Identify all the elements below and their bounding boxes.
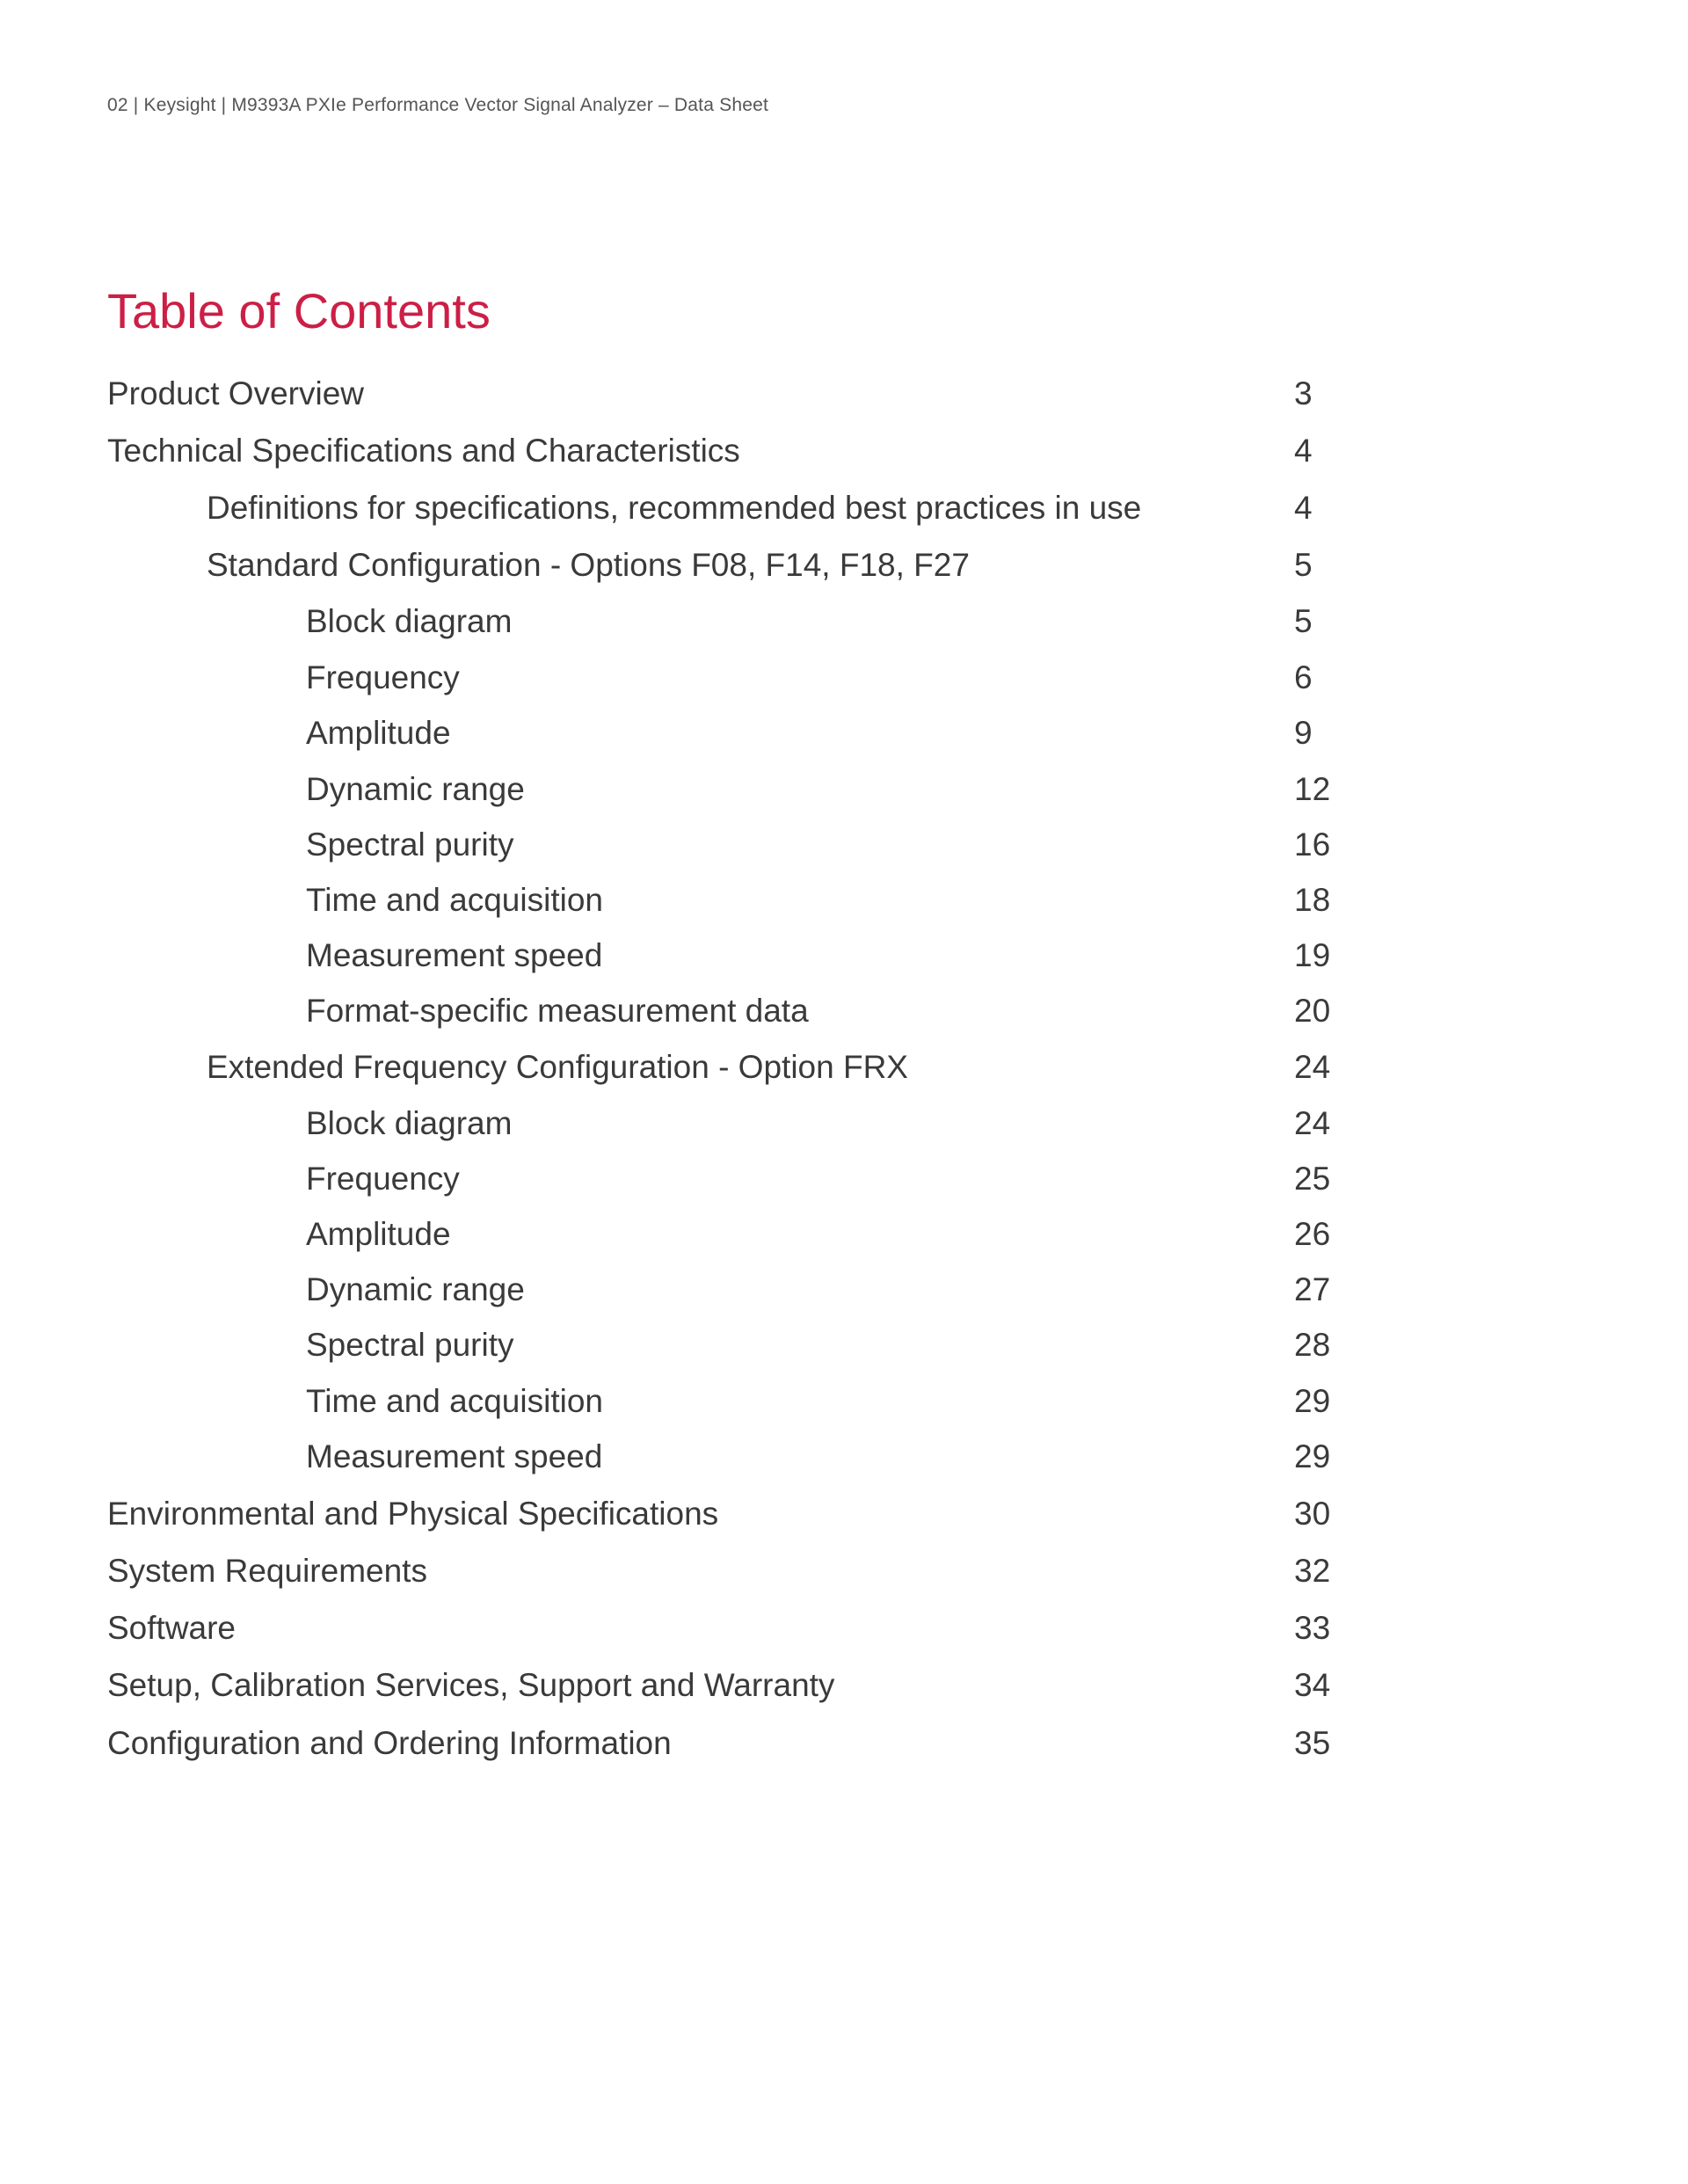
toc-entry[interactable] <box>0 1549 1688 1593</box>
toc-entry-page-number: 29 <box>1294 1383 1331 1419</box>
toc-entry-page-number: 5 <box>1294 547 1313 583</box>
toc-entry-page-number: 9 <box>1294 715 1313 751</box>
toc-title: Table of Contents <box>107 283 491 339</box>
toc-entry-page-number: 19 <box>1294 937 1331 973</box>
toc-entry-label: Configuration and Ordering Information <box>107 1725 672 1761</box>
toc-entry-page-number: 5 <box>1294 603 1313 639</box>
toc-entry-page-number: 29 <box>1294 1438 1331 1474</box>
toc-entry-page-number: 26 <box>1294 1216 1331 1252</box>
toc-entry[interactable] <box>0 1268 1688 1312</box>
toc-entry[interactable] <box>0 878 1688 922</box>
toc-entry[interactable] <box>0 1606 1688 1650</box>
toc-entry-label: Format-specific measurement data <box>306 993 809 1029</box>
toc-entry[interactable] <box>0 1323 1688 1367</box>
toc-entry[interactable] <box>0 1102 1688 1146</box>
toc-entry[interactable] <box>0 711 1688 755</box>
toc-entry[interactable] <box>0 1212 1688 1256</box>
toc-entry-page-number: 24 <box>1294 1049 1331 1085</box>
toc-entry-label: Environmental and Physical Specifications <box>107 1496 719 1532</box>
toc-entry-page-number: 6 <box>1294 659 1313 695</box>
toc-entry-label: Measurement speed <box>306 1438 603 1474</box>
toc-entry[interactable] <box>0 823 1688 867</box>
toc-entry-page-number: 25 <box>1294 1161 1331 1197</box>
toc-entry-label: System Requirements <box>107 1553 427 1589</box>
toc-entry[interactable] <box>0 656 1688 700</box>
toc-entry-page-number: 33 <box>1294 1610 1331 1646</box>
toc-entry[interactable] <box>0 486 1688 530</box>
toc-entry[interactable] <box>0 1157 1688 1201</box>
toc-entry-label: Time and acquisition <box>306 882 603 918</box>
toc-entry[interactable] <box>0 768 1688 812</box>
toc-entry-page-number: 28 <box>1294 1327 1331 1363</box>
toc-entry-label: Setup, Calibration Services, Support and Warranty <box>107 1667 835 1703</box>
toc-entry-label: Dynamic range <box>306 771 525 807</box>
toc-entry-page-number: 18 <box>1294 882 1331 918</box>
toc-entry-page-number: 35 <box>1294 1725 1331 1761</box>
toc-entry[interactable] <box>0 989 1688 1033</box>
toc-entry-page-number: 12 <box>1294 771 1331 807</box>
toc-entry-label: Spectral purity <box>306 826 514 863</box>
toc-entry[interactable] <box>0 1045 1688 1089</box>
toc-entry-page-number: 16 <box>1294 826 1331 863</box>
running-header: 02 | Keysight | M9393A PXIe Performance Vector Signal Analyzer – Data Sheet <box>107 95 768 115</box>
toc-entry[interactable] <box>0 1492 1688 1536</box>
toc-entry-label: Amplitude <box>306 715 451 751</box>
toc-entry[interactable] <box>0 600 1688 644</box>
toc-entry-page-number: 4 <box>1294 433 1313 469</box>
toc-entry-page-number: 32 <box>1294 1553 1331 1589</box>
toc-entry-label: Software <box>107 1610 236 1646</box>
toc-entry-label: Amplitude <box>306 1216 451 1252</box>
toc-entry-label: Extended Frequency Configuration - Option FRX <box>207 1049 908 1085</box>
toc-entry-label: Block diagram <box>306 603 513 639</box>
toc-entry-label: Block diagram <box>306 1105 513 1141</box>
toc-entry[interactable] <box>0 1380 1688 1423</box>
toc-entry[interactable] <box>0 429 1688 473</box>
toc-entry-label: Time and acquisition <box>306 1383 603 1419</box>
toc-entry-label: Definitions for specifications, recommended best practices in use <box>207 490 1142 526</box>
toc-entry[interactable] <box>0 934 1688 978</box>
toc-entry-page-number: 30 <box>1294 1496 1331 1532</box>
toc-entry-page-number: 20 <box>1294 993 1331 1029</box>
toc-entry-label: Standard Configuration - Options F08, F14, F18, F27 <box>207 547 970 583</box>
toc-entry-label: Product Overview <box>107 375 364 411</box>
toc-entry[interactable] <box>0 1435 1688 1479</box>
toc-entry-label: Technical Specifications and Characteristics <box>107 433 740 469</box>
toc-entry-label: Dynamic range <box>306 1271 525 1307</box>
toc-entry-page-number: 4 <box>1294 490 1313 526</box>
toc-entry-label: Measurement speed <box>306 937 603 973</box>
toc-entry-page-number: 24 <box>1294 1105 1331 1141</box>
toc-entry[interactable] <box>0 1663 1688 1707</box>
toc-entry-label: Spectral purity <box>306 1327 514 1363</box>
toc-entry-page-number: 3 <box>1294 375 1313 411</box>
toc-entry[interactable] <box>0 1722 1688 1765</box>
toc-entry[interactable] <box>0 543 1688 587</box>
toc-entry[interactable] <box>0 372 1688 416</box>
toc-entry-page-number: 27 <box>1294 1271 1331 1307</box>
toc-entry-label: Frequency <box>306 1161 460 1197</box>
toc-entry-label: Frequency <box>306 659 460 695</box>
toc-entry-page-number: 34 <box>1294 1667 1331 1703</box>
